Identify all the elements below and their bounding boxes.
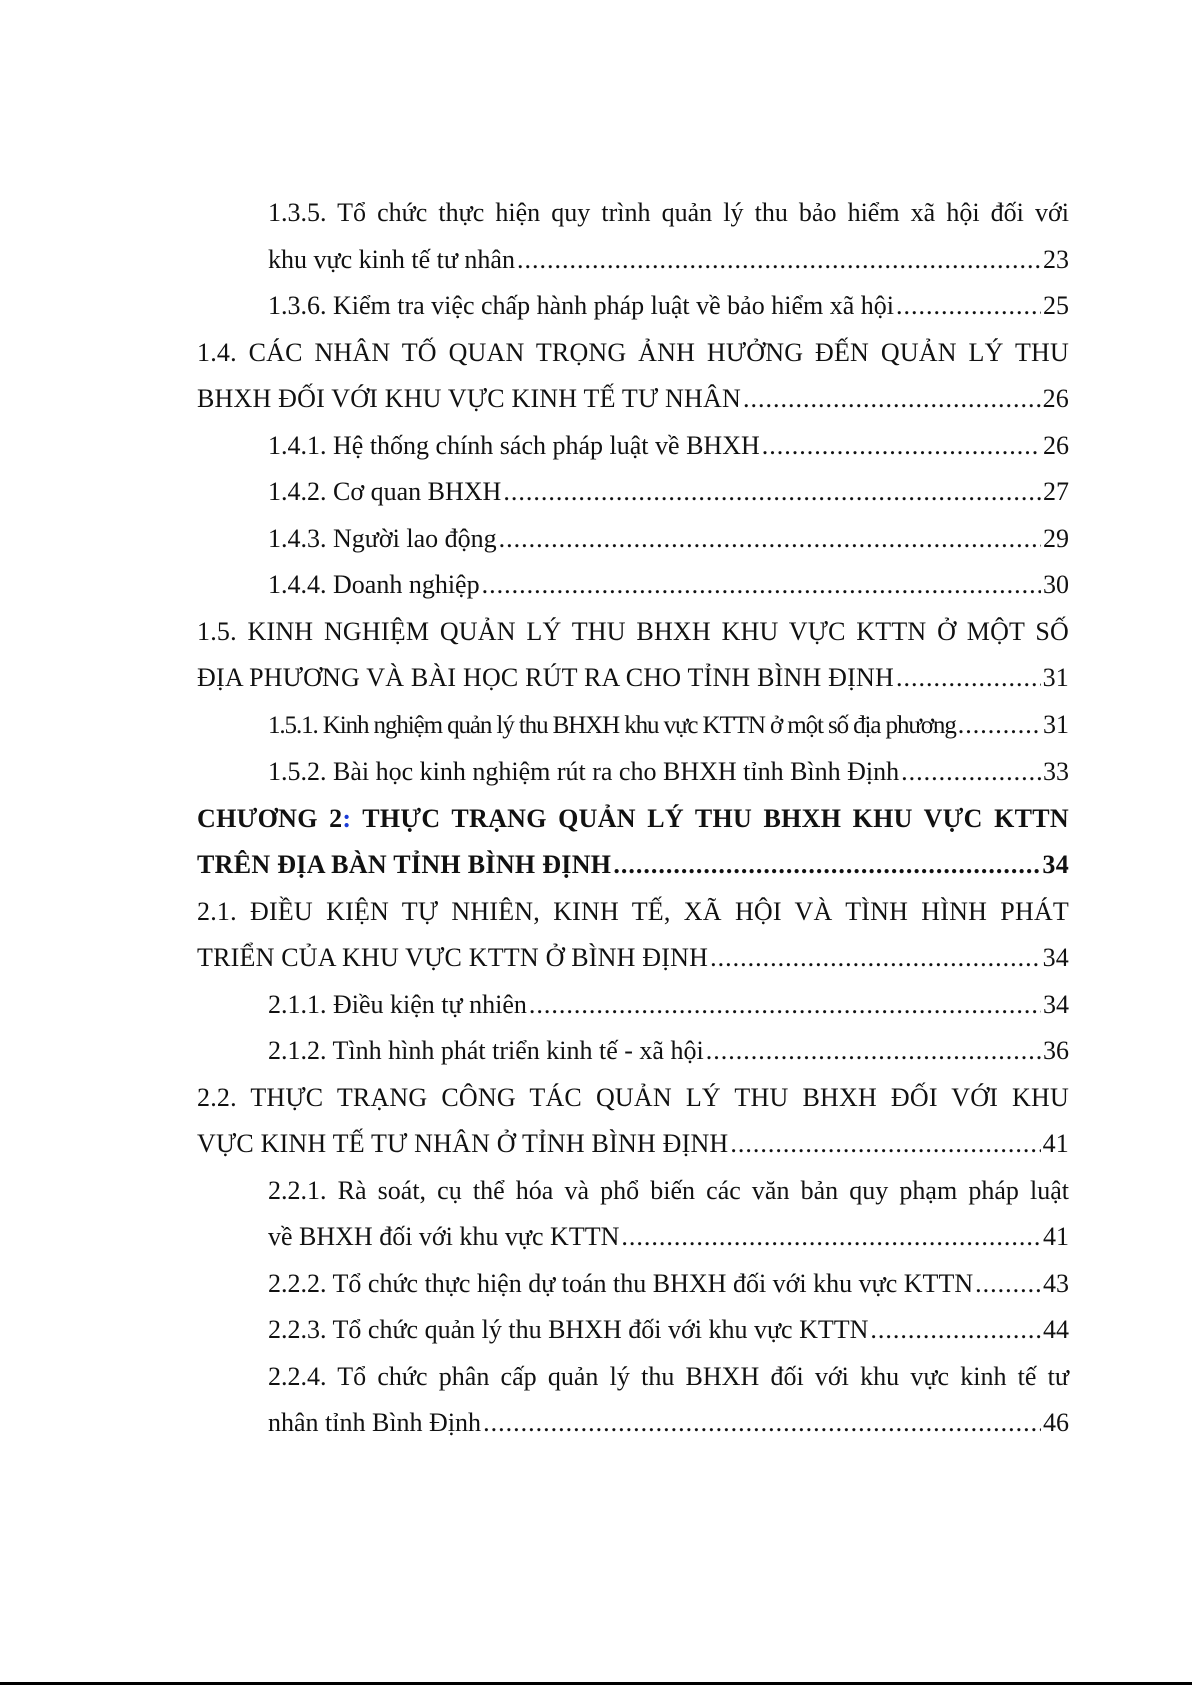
toc-entry-text: 2.2.2. Tổ chức thực hiện dự toán thu BHXH đối với khu vực KTTN <box>268 1268 974 1298</box>
toc-page-number: 33 <box>1043 757 1069 786</box>
toc-entry-1-5-2[interactable] <box>197 749 1069 796</box>
toc-page-number: 31 <box>1043 709 1069 739</box>
toc-page-number: 46 <box>1043 1408 1069 1437</box>
toc-entry-text: BHXH ĐỐI VỚI KHU VỰC KINH TẾ TƯ NHÂN <box>197 384 741 413</box>
toc-entry-text: 1.5.1. Kinh nghiệm quản lý thu BHXH khu vực KTTN ở một số địa phương <box>268 711 956 739</box>
toc-page-number: 34 <box>1042 850 1069 879</box>
toc-entry-2-2[interactable] <box>197 1075 1069 1168</box>
toc-page-number: 25 <box>1043 291 1069 320</box>
toc-page-number: 44 <box>1043 1315 1069 1344</box>
toc-page-number: 29 <box>1043 523 1069 553</box>
toc-entry-text: khu vực kinh tế tư nhân <box>268 244 515 274</box>
toc-entry-text: 2.1.1. Điều kiện tự nhiên <box>268 989 527 1019</box>
dot-leader <box>621 1214 1041 1261</box>
toc-entry-text: về BHXH đối với khu vực KTTN <box>268 1222 620 1251</box>
toc-entry-2-1-2[interactable] <box>197 1028 1069 1075</box>
toc-page-number: 23 <box>1043 244 1069 274</box>
table-of-contents <box>197 190 1069 1447</box>
dot-leader <box>499 516 1041 563</box>
toc-entry-chapter-2[interactable] <box>197 796 1069 889</box>
dot-leader <box>958 702 1041 749</box>
toc-page-number: 43 <box>1043 1268 1069 1298</box>
toc-entry-1-5-1[interactable] <box>197 702 1069 750</box>
toc-entry-1-4[interactable] <box>197 330 1069 423</box>
dot-leader <box>743 376 1041 423</box>
toc-entry-1-4-4[interactable] <box>197 562 1069 609</box>
dot-leader <box>901 749 1041 796</box>
dot-leader <box>503 469 1041 516</box>
toc-page-number: 31 <box>1042 663 1069 692</box>
dot-leader <box>706 1028 1041 1075</box>
toc-entry-2-1-1[interactable] <box>197 982 1069 1029</box>
toc-entry-1-3-5[interactable] <box>197 190 1069 283</box>
toc-entry-text: 1.4. CÁC NHÂN TỐ QUAN TRỌNG ẢNH HƯỞNG ĐẾN QUẢN LÝ THU <box>197 337 1069 367</box>
toc-page-number: 34 <box>1043 989 1069 1019</box>
toc-entry-text: 2.2. THỰC TRẠNG CÔNG TÁC QUẢN LÝ THU BHXH ĐỐI VỚI KHU <box>197 1082 1069 1112</box>
toc-entry-1-5[interactable] <box>197 609 1069 702</box>
dot-leader <box>529 982 1041 1029</box>
chapter-title: THỰC TRẠNG QUẢN LÝ THU BHXH KHU VỰC KTTN <box>351 803 1069 833</box>
toc-entry-text: VỰC KINH TẾ TƯ NHÂN Ở TỈNH BÌNH ĐỊNH <box>197 1129 729 1158</box>
toc-entry-text: TRÊN ĐỊA BÀN TỈNH BÌNH ĐỊNH <box>197 850 612 879</box>
toc-entry-1-4-1[interactable] <box>197 423 1069 470</box>
dot-leader <box>483 1400 1041 1447</box>
dot-leader <box>710 935 1041 982</box>
dot-leader <box>896 655 1041 702</box>
toc-entry-text: 2.1. ĐIỀU KIỆN TỰ NHIÊN, KINH TẾ, XÃ HỘI VÀ TÌNH HÌNH PHÁT <box>197 896 1069 926</box>
dot-leader <box>870 1307 1041 1354</box>
toc-entry-text <box>197 796 1069 843</box>
toc-entry-text: nhân tỉnh Bình Định <box>268 1408 482 1437</box>
toc-entry-text: ĐỊA PHƯƠNG VÀ BÀI HỌC RÚT RA CHO TỈNH BÌNH ĐỊNH <box>197 663 894 692</box>
dot-leader <box>482 562 1041 609</box>
toc-entry-text: 1.5. KINH NGHIỆM QUẢN LÝ THU BHXH KHU VỰC KTTN Ở MỘT SỐ <box>197 616 1069 646</box>
toc-entry-text: TRIỂN CỦA KHU VỰC KTTN Ở BÌNH ĐỊNH <box>197 943 709 972</box>
toc-entry-2-2-4[interactable] <box>197 1354 1069 1447</box>
toc-page-number: 26 <box>1043 430 1069 460</box>
toc-page-number: 36 <box>1043 1036 1069 1065</box>
chapter-label: CHƯƠNG 2 <box>197 803 343 833</box>
toc-entry-text: 1.4.1. Hệ thống chính sách pháp luật về BHXH <box>268 430 760 460</box>
toc-entry-2-1[interactable] <box>197 889 1069 982</box>
toc-entry-text: 2.1.2. Tình hình phát triển kinh tế - xã hội <box>268 1036 704 1065</box>
toc-entry-text: 2.2.3. Tổ chức quản lý thu BHXH đối với khu vực KTTN <box>268 1315 869 1344</box>
dot-leader <box>613 842 1040 889</box>
toc-entry-text: 1.3.5. Tổ chức thực hiện quy trình quản lý thu bảo hiểm xã hội đối với <box>268 198 1069 227</box>
dot-leader <box>762 423 1041 470</box>
toc-entry-2-2-3[interactable] <box>197 1307 1069 1354</box>
toc-entry-1-3-6[interactable] <box>197 283 1069 330</box>
toc-page-number: 27 <box>1043 477 1069 506</box>
toc-entry-1-4-3[interactable] <box>197 516 1069 563</box>
toc-entry-text: 1.4.4. Doanh nghiệp <box>268 570 480 599</box>
toc-entry-text: 2.2.4. Tổ chức phân cấp quản lý thu BHXH đối với khu vực kinh tế tư <box>268 1361 1069 1391</box>
dot-leader <box>517 237 1041 284</box>
toc-entry-text: 1.4.2. Cơ quan BHXH <box>268 477 502 506</box>
toc-page-number: 30 <box>1043 570 1069 599</box>
toc-page-number: 41 <box>1042 1129 1069 1158</box>
dot-leader <box>896 283 1041 330</box>
toc-page-number: 34 <box>1042 943 1069 972</box>
toc-entry-text: 2.2.1. Rà soát, cụ thể hóa và phổ biến các văn bản quy phạm pháp luật <box>268 1175 1069 1205</box>
toc-entry-text: 1.3.6. Kiểm tra việc chấp hành pháp luật về bảo hiểm xã hội <box>268 291 894 320</box>
toc-entry-2-2-2[interactable] <box>197 1261 1069 1308</box>
toc-page-number: 26 <box>1042 384 1069 413</box>
dot-leader <box>730 1121 1040 1168</box>
chapter-colon: : <box>342 803 352 833</box>
toc-entry-text: 1.4.3. Người lao động <box>268 523 497 553</box>
toc-entry-1-4-2[interactable] <box>197 469 1069 516</box>
toc-page-number: 41 <box>1043 1222 1069 1251</box>
toc-entry-text: 1.5.2. Bài học kinh nghiệm rút ra cho BHXH tỉnh Bình Định <box>268 757 900 786</box>
toc-entry-2-2-1[interactable] <box>197 1168 1069 1261</box>
dot-leader <box>975 1261 1041 1308</box>
